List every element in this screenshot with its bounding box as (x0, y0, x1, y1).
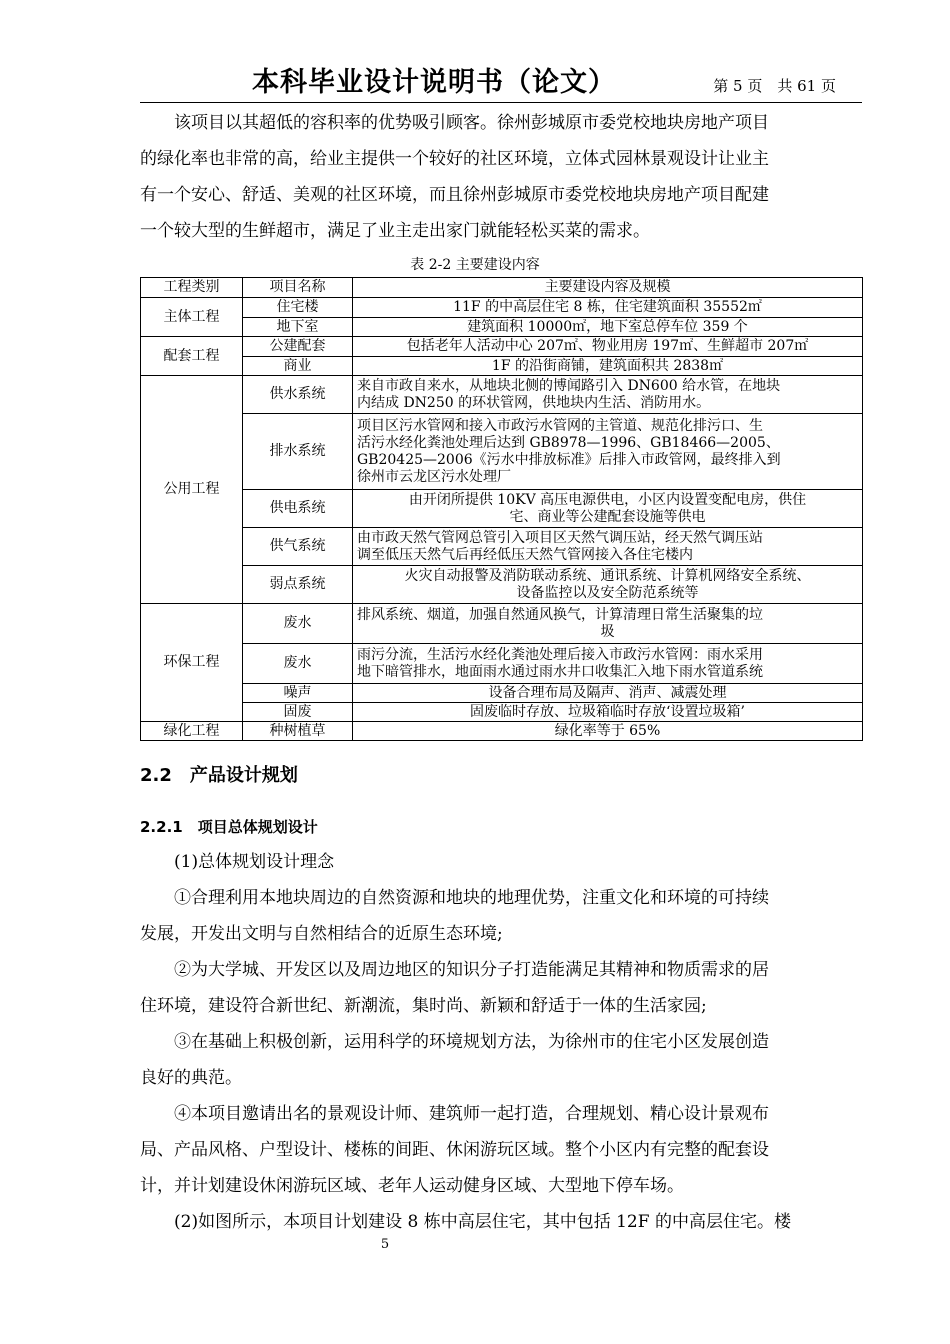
table-row (141, 376, 863, 414)
item-cell: 供气系统 (243, 528, 353, 566)
table-row (141, 684, 863, 703)
content-line: 雨污分流，生活污水经化粪池处理后接入市政污水管网：雨水采用 (357, 646, 763, 663)
table-row (141, 298, 863, 318)
paragraph-line: 良好的典范。 (140, 1068, 242, 1088)
paragraph-line: ①合理利用本地块周边的自然资源和地块的地理优势，注重文化和环境的可持续 (140, 888, 769, 908)
content-line: 活污水经化粪池处理后达到 GB8978—1996、GB18466—2005、 (357, 434, 780, 451)
category-cell: 绿化工程 (141, 722, 243, 741)
table-row (141, 604, 863, 644)
paragraph-line: 一个较大型的生鲜超市，满足了业主走出家门就能轻松买菜的需求。 (140, 221, 650, 241)
content-line: 排风系统、烟道，加强自然通风换气，计算清理日常生活聚集的垃 (357, 606, 763, 623)
content-cell (353, 414, 863, 490)
item-cell: 供水系统 (243, 376, 353, 414)
subsection-heading: 2.2.1 项目总体规划设计 (140, 818, 318, 836)
paragraph-line: ④本项目邀请出名的景观设计师、建筑师一起打造，合理规划、精心设计景观布 (140, 1104, 769, 1124)
item-cell: 种树植草 (243, 722, 353, 741)
item-cell: 固废 (243, 703, 353, 722)
table-row (141, 318, 863, 337)
content-cell: 11F 的中高层住宅 8 栋，住宅建筑面积 35552㎡ (353, 298, 863, 318)
paragraph-line: 计，并计划建设休闲游玩区域、老年人运动健身区域、大型地下停车场。 (140, 1176, 684, 1196)
item-cell: 公建配套 (243, 337, 353, 357)
content-cell (353, 376, 863, 414)
column-header: 主要建设内容及规模 (353, 278, 863, 298)
table-row (141, 722, 863, 741)
content-line: 项目区污水管网和接入市政污水管网的主管道、规范化排污口、生 (357, 417, 763, 434)
item-cell: 住宅楼 (243, 298, 353, 318)
paragraph-line: ③在基础上积极创新，运用科学的环境规划方法，为徐州市的住宅小区发展创造 (140, 1032, 769, 1052)
content-cell: 1F 的沿街商铺，建筑面积共 2838㎡ (353, 357, 863, 376)
item-cell: 商业 (243, 357, 353, 376)
category-cell: 配套工程 (141, 337, 243, 376)
content-line: 来自市政自来水，从地块北侧的博闻路引入 DN600 给水管，在地块 (357, 377, 781, 394)
content-cell (353, 644, 863, 684)
paragraph-line: 的绿化率也非常的高，给业主提供一个较好的社区环境，立体式园林景观设计让业主 (140, 149, 769, 169)
paragraph-line: 住环境，建设符合新世纪、新潮流，集时尚、新颖和舒适于一体的生活家园; (140, 996, 707, 1016)
paragraph-line: (1)总体规划设计理念 (140, 852, 335, 872)
paragraph-line: 发展，开发出文明与自然相结合的近原生态环境; (140, 924, 503, 944)
page-count: 第 5 页 共 61 页 (713, 77, 836, 95)
item-cell: 噪声 (243, 684, 353, 703)
content-cell (353, 528, 863, 566)
paragraph-line: ②为大学城、开发区以及周边地区的知识分子打造能满足其精神和物质需求的居 (140, 960, 769, 980)
item-cell: 供电系统 (243, 490, 353, 528)
item-cell: 废水 (243, 604, 353, 644)
category-cell: 公用工程 (141, 376, 243, 604)
table-row (141, 414, 863, 490)
table-row (141, 337, 863, 357)
content-cell: 包括老年人活动中心 207㎡、物业用房 197㎡、生鲜超市 207㎡ (353, 337, 863, 357)
item-cell: 地下室 (243, 318, 353, 337)
content-cell (353, 490, 863, 528)
paragraph-line: 有一个安心、舒适、美观的社区环境，而且徐州彭城原市委党校地块房地产项目配建 (140, 185, 769, 205)
section-heading: 2.2 产品设计规划 (140, 765, 298, 786)
paragraph-line: (2)如图所示，本项目计划建设 8 栋中高层住宅，其中包括 12F 的中高层住宅。楼 (140, 1212, 791, 1232)
item-cell: 排水系统 (243, 414, 353, 490)
content-line: 由开闭所提供 10KV 高压电源供电，小区内设置变配电房，供住 (408, 491, 807, 508)
content-cell (353, 604, 863, 644)
content-line: 地下暗管排水，地面雨水通过雨水井口收集汇入地下雨水管道系统 (357, 663, 763, 680)
category-cell: 环保工程 (141, 604, 243, 722)
construction-content-table (140, 277, 863, 741)
paragraph-line: 该项目以其超低的容积率的优势吸引顾客。徐州彭城原市委党校地块房地产项目 (140, 113, 769, 133)
content-line: 内结成 DN250 的环状管网，供地块内生活、消防用水。 (357, 394, 711, 411)
page-number: 5 (380, 1237, 390, 1252)
page-header (140, 66, 862, 103)
item-cell: 废水 (243, 644, 353, 684)
table-row (141, 490, 863, 528)
column-header: 项目名称 (243, 278, 353, 298)
category-cell: 主体工程 (141, 298, 243, 337)
content-line: 火灾自动报警及消防联动系统、通讯系统、计算机网络安全系统、 (404, 567, 811, 584)
content-line: 圾 (600, 623, 615, 640)
paragraph-line: 局、产品风格、户型设计、楼栋的间距、休闲游玩区域。整个小区内有完整的配套设 (140, 1140, 769, 1160)
content-cell (353, 566, 863, 604)
content-line: 由市政天然气管网总管引入项目区天然气调压站，经天然气调压站 (357, 529, 763, 546)
content-line: GB20425—2006《污水中排放标准》后排入市政管网，最终排入到 (357, 451, 781, 468)
table-row (141, 703, 863, 722)
content-cell: 绿化率等于 65% (353, 722, 863, 741)
content-line: 徐州市云龙区污水处理厂 (357, 468, 511, 485)
content-line: 调至低压天然气后再经低压天然气管网接入各住宅楼内 (357, 546, 693, 563)
content-cell: 建筑面积 10000㎡，地下室总停车位 359 个 (353, 318, 863, 337)
table-row (141, 566, 863, 604)
table-caption: 表 2-2 主要建设内容 (410, 257, 540, 273)
item-cell: 弱点系统 (243, 566, 353, 604)
content-line: 设备监控以及安全防范系统等 (516, 584, 699, 601)
table-row (141, 528, 863, 566)
table-row (141, 644, 863, 684)
document-title: 本科毕业设计说明书（论文） (252, 67, 616, 98)
content-cell: 固废临时存放、垃圾箱临时存放‘设置垃圾箱’ (353, 703, 863, 722)
content-cell: 设备合理布局及隔声、消声、减震处理 (353, 684, 863, 703)
content-line: 宅、商业等公建配套设施等供电 (509, 508, 706, 525)
table-header-row (141, 278, 863, 298)
column-header: 工程类别 (141, 278, 243, 298)
table-row (141, 357, 863, 376)
